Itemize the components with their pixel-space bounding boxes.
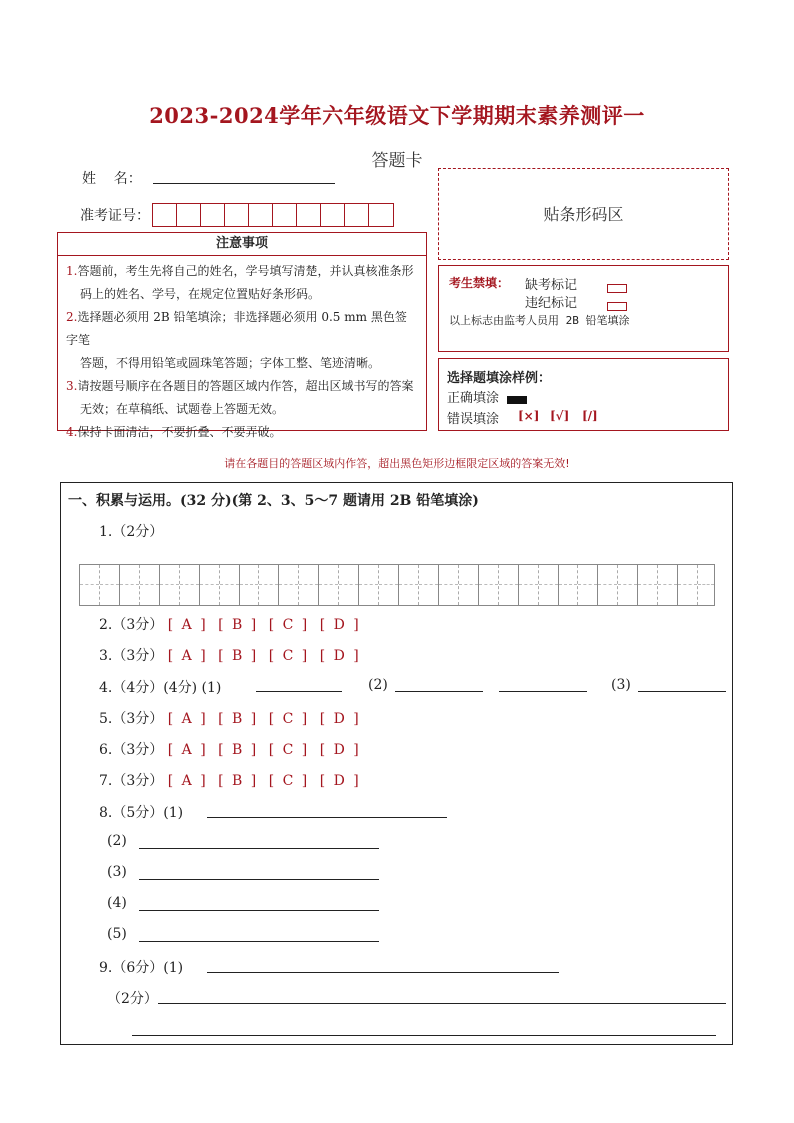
wrong-fill-label: 错误填涂 <box>447 412 500 427</box>
sample-title: 选择题填涂样例： <box>447 371 552 386</box>
option-c[interactable]: [ C ] <box>268 742 310 758</box>
q8-sub-4: (4) <box>107 895 127 911</box>
q9-blank-2[interactable] <box>158 1003 726 1004</box>
q4-blank-1[interactable] <box>256 691 342 692</box>
q7-row: 7.（3分） [ A ] [ B ] [ C ] [ D ] <box>99 773 361 789</box>
id-boxes[interactable] <box>152 203 394 227</box>
q3-row: 3.（3分） [ A ] [ B ] [ C ] [ D ] <box>99 648 361 664</box>
option-d[interactable]: [ D ] <box>319 742 361 758</box>
option-a[interactable]: [ A ] <box>167 711 208 727</box>
q4-blank-3[interactable] <box>499 691 587 692</box>
notice-item: 4.保持卡面清洁，不要折叠、不要弄破。 <box>66 425 282 439</box>
correct-fill-label: 正确填涂 <box>447 391 500 406</box>
q4-blank-4[interactable] <box>638 691 726 692</box>
sample-box <box>438 358 729 431</box>
id-cell[interactable] <box>369 204 393 226</box>
q8-blank-2[interactable] <box>139 848 379 849</box>
absent-label: 缺考标记 <box>525 278 578 293</box>
id-cell[interactable] <box>297 204 321 226</box>
q8-blank-5[interactable] <box>139 941 379 942</box>
id-cell[interactable] <box>345 204 369 226</box>
option-d[interactable]: [ D ] <box>319 648 361 664</box>
wrong-mark: [/] <box>582 409 598 423</box>
section-heading: 一、积累与运用。(32 分)(第 2、3、5～7 题请用 2B 铅笔填涂) <box>68 493 479 509</box>
forbidden-note: 以上标志由监考人员用 2B 铅笔填涂 <box>449 314 630 327</box>
notice-box <box>57 232 427 439</box>
forbidden-label: 考生禁填： <box>449 276 510 290</box>
notice-title: 注意事项 <box>58 233 426 256</box>
id-cell[interactable] <box>153 204 177 226</box>
q8-sub-2: (2) <box>107 833 127 849</box>
violation-label: 违纪标记 <box>525 296 578 311</box>
option-a[interactable]: [ A ] <box>167 648 208 664</box>
q1-label: 1.（2分） <box>99 524 164 540</box>
id-cell[interactable] <box>273 204 297 226</box>
notice-item: 3.请按题号顺序在各题目的答题区域内作答，超出区域书写的答案 <box>66 379 414 393</box>
q8-blank-3[interactable] <box>139 879 379 880</box>
barcode-label: 贴条形码区 <box>543 205 624 224</box>
correct-fill-sample <box>507 389 527 408</box>
id-cell[interactable] <box>249 204 273 226</box>
absent-mark-box[interactable] <box>607 278 627 297</box>
q9-sub-2: （2分） <box>107 991 158 1007</box>
q5-row: 5.（3分） [ A ] [ B ] [ C ] [ D ] <box>99 711 361 727</box>
option-b[interactable]: [ B ] <box>218 648 259 664</box>
id-cell[interactable] <box>321 204 345 226</box>
notice-item: 码上的姓名、学号，在规定位置贴好条形码。 <box>80 287 321 301</box>
q4-sub-3: (3) <box>611 677 631 693</box>
option-b[interactable]: [ B ] <box>218 742 259 758</box>
page-title: 2023-2024学年六年级语文下学期期末素养测评一 <box>149 103 645 128</box>
option-b[interactable]: [ B ] <box>218 711 259 727</box>
option-c[interactable]: [ C ] <box>268 773 310 789</box>
q4-sub-2: (2) <box>368 677 388 693</box>
option-c[interactable]: [ C ] <box>268 711 310 727</box>
q9-blank-1[interactable] <box>207 972 559 973</box>
option-b[interactable]: [ B ] <box>218 617 259 633</box>
id-cell[interactable] <box>225 204 249 226</box>
barcode-area <box>438 168 729 260</box>
name-label: 姓 名： <box>82 171 142 187</box>
q9-blank-3[interactable] <box>132 1035 716 1036</box>
notice-item: 2.选择题必须用 2B 铅笔填涂；非选择题必须用 0.5 mm 黑色签字笔 <box>66 310 407 347</box>
id-cell[interactable] <box>177 204 201 226</box>
q8-sub-3: (3) <box>107 864 127 880</box>
option-a[interactable]: [ A ] <box>167 617 208 633</box>
wrong-mark: [×] <box>518 409 540 423</box>
option-b[interactable]: [ B ] <box>218 773 259 789</box>
q2-row: 2.（3分） [ A ] [ B ] [ C ] [ D ] <box>99 617 361 633</box>
q8-sub-5: (5) <box>107 926 127 942</box>
id-cell[interactable] <box>201 204 225 226</box>
id-label: 准考证号： <box>80 208 150 224</box>
forbidden-box <box>438 265 729 352</box>
option-c[interactable]: [ C ] <box>268 617 310 633</box>
q4-label: 4.（4分）(4分) (1) <box>99 680 222 696</box>
page-subtitle: 答题卡 <box>371 151 423 171</box>
name-field[interactable] <box>153 183 335 184</box>
answer-area-warning: 请在各题目的答题区域内作答，超出黑色矩形边框限定区域的答案无效! <box>224 457 570 470</box>
q8-label: 8.（5分）(1) <box>99 805 184 821</box>
q8-blank-4[interactable] <box>139 910 379 911</box>
option-d[interactable]: [ D ] <box>319 617 361 633</box>
option-a[interactable]: [ A ] <box>167 742 208 758</box>
writing-grid[interactable] <box>79 564 715 606</box>
option-c[interactable]: [ C ] <box>268 648 310 664</box>
q9-label: 9.（6分）(1) <box>99 960 184 976</box>
q4-blank-2[interactable] <box>395 691 483 692</box>
notice-item: 1.答题前，考生先将自己的姓名，学号填写清楚，并认真核准条形 <box>66 264 414 278</box>
q8-blank-1[interactable] <box>207 817 447 818</box>
option-a[interactable]: [ A ] <box>167 773 208 789</box>
notice-item: 无效；在草稿纸、试题卷上答题无效。 <box>80 402 285 416</box>
option-d[interactable]: [ D ] <box>319 773 361 789</box>
wrong-mark: [√] <box>550 409 570 423</box>
q6-row: 6.（3分） [ A ] [ B ] [ C ] [ D ] <box>99 742 361 758</box>
notice-item: 答题，不得用铅笔或圆珠笔答题；字体工整、笔迹清晰。 <box>80 356 381 370</box>
option-d[interactable]: [ D ] <box>319 711 361 727</box>
